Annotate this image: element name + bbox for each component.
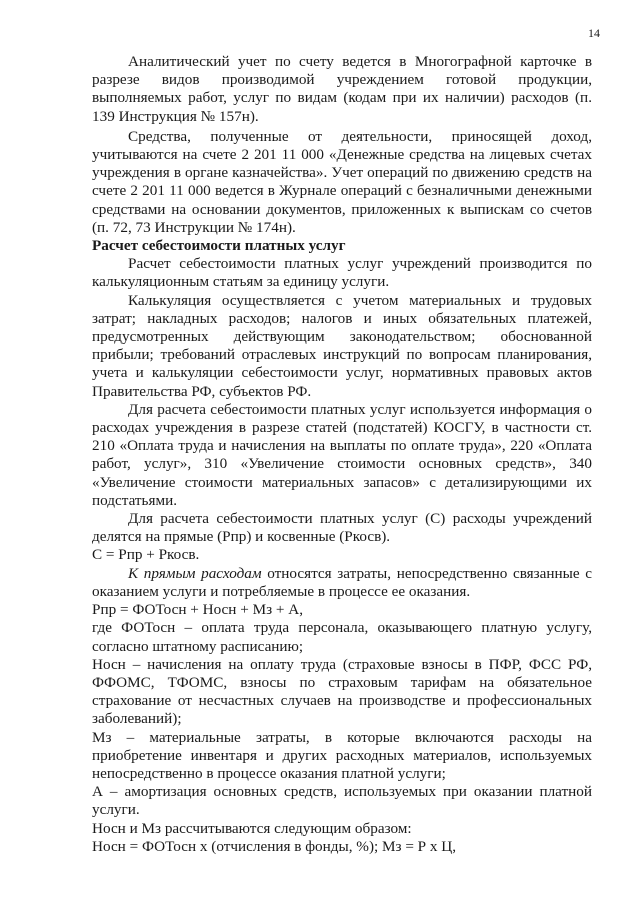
formula-total-cost: С = Рпр + Ркосв. [92, 546, 200, 564]
paragraph-income-funds: Средства, полученные от деятельности, приносящей доход, учитываются на счете 2 201 11 000 «Денежные средства на лицевых счетах учреждения в органе казначейства». Учет операций по движению средств на счете 2 201 11 000 ведется в Журнале операций с безналичными денежными средствами на основании документов, приложенных к выпискам со счетов (п. 72, 73 Инструкции № 174н). [92, 127, 592, 236]
document-body [92, 53, 592, 856]
direct-costs-text: относятся затраты, непосредственно связанные с оказанием услуги и потребляемые в процессе ее оказания. [92, 564, 593, 600]
paragraph-kosgu-articles: Для расчета себестоимости платных услуг используется информация о расходах учреждения в разрезе статей (подстатей) КОСГУ, в частности ст. 210 «Оплата труда и начисления на выплаты по оплате труда», 220 «Оплата работ, услуг», 310 «Увеличение стоимости основных средств», 340 «Увеличение стоимости материальных запасов» с детализирующими их подстатьями. [92, 400, 592, 509]
definition-nosn: Носн – начисления на оплату труда (страховые взносы в ПФР, ФСС РФ, ФФОМС, ТФОМС, взносы по страховым тарифам на обязательное страхование от несчастных случаев на производстве и профессиональных заболеваний); [92, 655, 592, 728]
formula-nosn-mz: Носн = ФОТосн х (отчисления в фонды, %); Мз = Р х Ц, [92, 837, 457, 855]
paragraph-direct-costs [92, 565, 592, 601]
formula-direct-costs: Рпр = ФОТосн + Носн + Мз + А, [92, 601, 304, 619]
paragraph-analytic-accounting: Аналитический учет по счету ведется в Многографной карточке в разрезе видов производимой учреждением готовой продукции, выполняемых работ, услуг по видам (кодам при их наличии) расходов (п. 139 Инструкция № 157н). [92, 53, 592, 125]
calc-intro: Носн и Мз рассчитываются следующим образом: [92, 819, 412, 837]
section-title: Расчет себестоимости платных услуг [92, 237, 346, 255]
definition-a: А – амортизация основных средств, используемых при оказании платной услуги. [92, 783, 592, 819]
paragraph-cost-calculation: Расчет себестоимости платных услуг учреждений производится по калькуляционным статьям за единицу услуги. [92, 255, 592, 291]
direct-costs-emphasis: К прямым расходам [128, 564, 262, 582]
paragraph-calculation-basis: Калькуляция осуществляется с учетом материальных и трудовых затрат; накладных расходов; налогов и иных обязательных платежей, предусмотренных действующим законодательством; обоснованной прибыли; требований отраслевых инструкций по вопросам планирования, учета и калькуляции себестоимости услуг, нормативных правовых актов Правительства РФ, субъектов РФ. [92, 291, 592, 400]
paragraph-cost-division: Для расчета себестоимости платных услуг (С) расходы учреждений делятся на прямые (Рпр) и косвенные (Ркосв). [92, 510, 592, 546]
definition-fot: где ФОТосн – оплата труда персонала, оказывающего платную услугу, согласно штатному расписанию; [92, 619, 592, 655]
definition-mz: Мз – материальные затраты, в которые включаются расходы на приобретение инвентаря и других расходных материалов, используемых непосредственно в процессе оказания платной услуги; [92, 728, 592, 782]
page-number: 14 [588, 26, 600, 40]
